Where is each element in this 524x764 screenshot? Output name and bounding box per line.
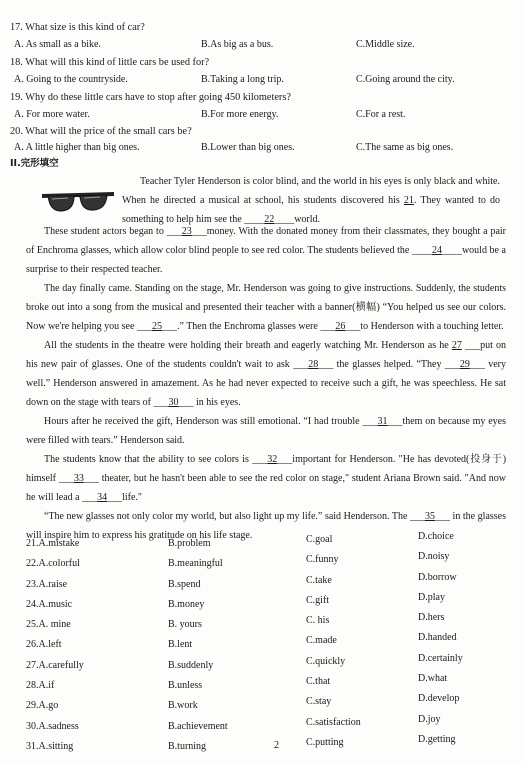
- option-23c: C.take: [306, 574, 332, 586]
- option-25b: B. yours: [168, 619, 202, 631]
- option-25d: D.hers: [418, 612, 445, 624]
- option-24d: D.play: [418, 591, 445, 603]
- option-31c: C.putting: [306, 736, 344, 748]
- q17-option-b: B.As big as a bus.: [201, 39, 274, 50]
- passage-body: These student actors began to ___23___money. With the donated money from their classmates, they bought a pair of Enchroma glasses, which allow color blind people to see red color. The students believed the ____24____would be a surprise to their respected teacher. The day finally came. Standing on the stage, Mr. Henderson was going to give instructions. Suddenly, the students broke out into a song from the musical and presented their teacher with a banner(横幅) “You helped us see our colors. Now we're helping you see ___25___.” Then the Enchroma glasses were ___26___to Henderson with a touching letter. All the students in the theatre were holding their breath and eagerly watching Mr. Henderson as he 27 ___put on his new pair of glasses. One of the students couldn't wait to ask ___28___ the glasses helped. “They ___29___ very well.” Henderson answered in amazement. As he had never expected to receive such a gift, he was speechless. He sat down on the stage with tears of ___30___ in his eyes. Hours after he received the gift, Henderson was still emotional. “I had trouble ___31___them on because my eyes were filled with tears.” Henderson said. The students know that the ability to see colors is ___32___important for Henderson. "He has devoted(投身于) himself ___33___ theater, but he hasn't been able to see the red color on stage," student Ariana Brown said. "And now he will lead a ___34___life." “The new glasses not only color my world, but also light up my life.” said Henderson. The ___35___ in the glasses will inspire him to express his gratitude on his life stage.: [26, 226, 507, 541]
- q20-option-b: B.Lower than big ones.: [201, 142, 295, 153]
- option-28b: B.unless: [168, 680, 203, 692]
- option-25a: 25.A. mine: [26, 619, 71, 631]
- option-24a: 24.A.music: [26, 598, 73, 610]
- q19-option-b: B.For more energy.: [201, 109, 279, 120]
- option-30b: B.achievement: [168, 720, 228, 732]
- options-column-c: [306, 530, 361, 753]
- option-26d: D.handed: [418, 632, 457, 644]
- option-28a: 28.A.if: [26, 680, 55, 692]
- option-31d: D.getting: [418, 733, 456, 745]
- q17-option-c: C.Middle size.: [356, 39, 415, 50]
- question-18: 18. What will this kind of little cars be used for?: [10, 57, 210, 68]
- q20-option-c: C.The same as big ones.: [356, 142, 454, 153]
- option-30a: 30.A.sadness: [26, 720, 79, 732]
- option-29b: B.work: [168, 700, 198, 712]
- option-26c: C.made: [306, 635, 337, 647]
- passage-paragraph-1a: Teacher Tyler Henderson is color blind, and the world in his eyes is only black and white. When he directed a musical at school, his students discovered his 21. They wanted to do something to help him see the ____22____world.: [122, 176, 500, 225]
- question-20: 20. What will the price of the small cars be?: [10, 126, 192, 137]
- option-29d: D.develop: [418, 693, 460, 705]
- option-27c: C.quickly: [306, 655, 346, 667]
- options-column-a: [26, 534, 84, 757]
- option-25c: C. his: [306, 615, 330, 627]
- option-28c: C.that: [306, 676, 331, 688]
- option-22d: D.noisy: [418, 551, 450, 563]
- option-24c: C.gift: [306, 594, 330, 606]
- option-27b: B.suddenly: [168, 659, 214, 671]
- section-title: II.完形填空: [10, 158, 59, 169]
- option-31a: 31.A.sitting: [26, 740, 74, 752]
- option-28d: D.what: [418, 673, 448, 685]
- option-21b: B.problem: [168, 538, 211, 549]
- option-30d: D.joy: [418, 713, 441, 725]
- option-26b: B.lent: [168, 639, 193, 651]
- sunglasses-icon: [40, 186, 116, 218]
- option-27a: 27.A.carefully: [26, 659, 84, 671]
- option-23d: D.borrow: [418, 571, 457, 583]
- q18-option-c: C.Going around the city.: [356, 74, 455, 85]
- question-19: 19. Why do these little cars have to stop after going 450 kilometers?: [10, 92, 291, 103]
- q19-option-c: C.For a rest.: [356, 109, 406, 120]
- option-27d: D.certainly: [418, 652, 463, 664]
- option-24b: B.money: [168, 598, 205, 610]
- option-21c: C.goal: [306, 534, 333, 545]
- option-23a: 23.A.raise: [26, 578, 68, 590]
- option-29a: 29.A.go: [26, 700, 59, 712]
- option-23b: B.spend: [168, 578, 201, 590]
- q18-option-a: A. Going to the countryside.: [14, 74, 128, 85]
- option-21a: 21.A.mistake: [26, 538, 80, 549]
- options-column-d: [418, 527, 463, 750]
- option-22b: B.meaningful: [168, 558, 223, 570]
- question-17: 17. What size is this kind of car?: [10, 22, 145, 33]
- option-31b: B.turning: [168, 740, 207, 752]
- option-22c: C.funny: [306, 554, 339, 566]
- option-29c: C.stay: [306, 696, 332, 708]
- q18-option-b: B.Taking a long trip.: [201, 74, 284, 85]
- q17-option-a: A. As small as a bike.: [14, 39, 101, 50]
- option-26a: 26.A.left: [26, 639, 62, 651]
- q20-option-a: A. A little higher than big ones.: [14, 142, 140, 153]
- options-column-b: [168, 534, 228, 757]
- q19-option-a: A. For more water.: [14, 109, 90, 120]
- page-number: 2: [274, 740, 279, 751]
- option-30c: C.satisfaction: [306, 716, 361, 728]
- option-21d: D.choice: [418, 531, 454, 542]
- option-22a: 22.A.colorful: [26, 558, 80, 570]
